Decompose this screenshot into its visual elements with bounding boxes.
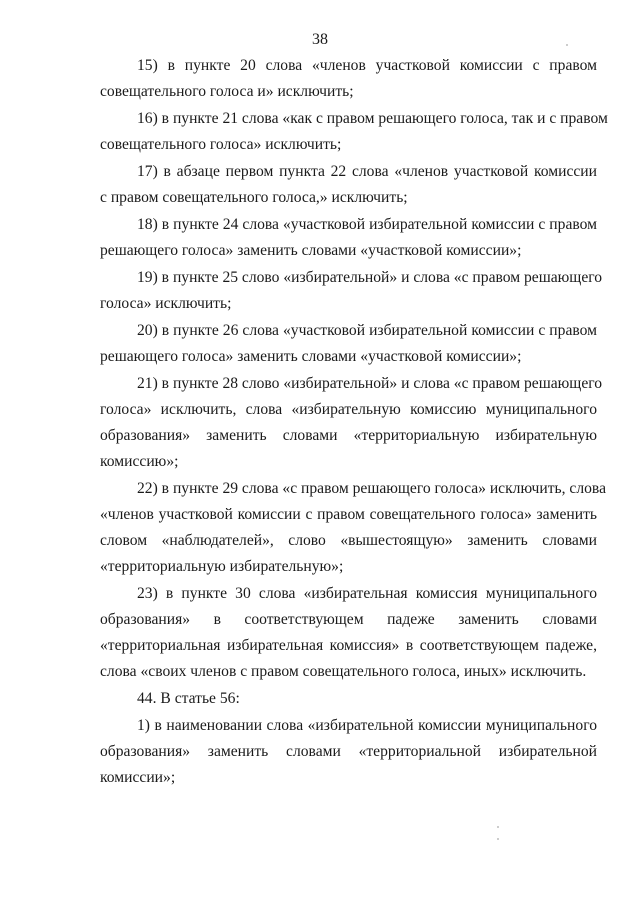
text-line: совещательного голоса и» исключить; [100, 83, 354, 100]
scan-speck [497, 838, 499, 840]
paragraph [100, 476, 606, 580]
text-line: с правом совещательного голоса,» исключить; [100, 189, 408, 206]
paragraph [100, 713, 597, 791]
text-line: словом «наблюдателей», слово «вышестоящую» заменить словами [100, 532, 597, 549]
text-line: 15) в пункте 20 слова «членов участковой комиссии с правом [137, 57, 597, 74]
text-line: решающего голоса» заменить словами «участковой комиссии»; [100, 242, 522, 259]
page-number: 38 [312, 31, 328, 48]
text-line: комиссию»; [100, 453, 179, 470]
text-line: голоса» исключить; [100, 295, 232, 312]
paragraph [100, 581, 597, 685]
text-line: «территориальная избирательная комиссия» в соответствующем падеже, [100, 637, 597, 654]
paragraph [100, 106, 608, 158]
text-line: комиссии»; [100, 769, 176, 786]
text-line: образования» в соответствующем падеже заменить словами [100, 611, 597, 628]
text-line: образования» заменить словами «территориальной избирательной [100, 743, 597, 760]
scan-speck [497, 826, 499, 828]
text-line: 44. В статье 56: [137, 690, 240, 707]
text-line: совещательного голоса» исключить; [100, 136, 342, 153]
text-line: образования» заменить словами «территориальную избирательную [100, 427, 597, 444]
text-line: 23) в пункте 30 слова «избирательная комиссия муниципального [137, 585, 597, 602]
paragraph [100, 53, 597, 105]
document-body [100, 53, 608, 792]
text-line: 1) в наименовании слова «избирательной комиссии муниципального [137, 717, 597, 734]
text-line: 18) в пункте 24 слова «участковой избирательной комиссии с правом [137, 216, 597, 233]
text-line: 17) в абзаце первом пункта 22 слова «членов участковой комиссии [137, 163, 597, 180]
paragraph [100, 318, 597, 370]
paragraph [100, 686, 597, 712]
paragraph [100, 371, 603, 475]
text-line: «членов участковой комиссии с правом совещательного голоса» заменить [100, 506, 597, 523]
text-line: 20) в пункте 26 слова «участковой избирательной комиссии с правом [137, 322, 597, 339]
text-line: слова «своих членов с правом совещательного голоса, иных» исключить. [100, 663, 587, 680]
scan-speck [566, 44, 568, 46]
text-line: 21) в пункте 28 слово «избирательной» и слова «с правом решающего [137, 375, 603, 392]
text-line: голоса» исключить, слова «избирательную комиссию муниципального [100, 401, 597, 418]
paragraph [100, 212, 597, 264]
text-line: 22) в пункте 29 слова «с правом решающего голоса» исключить, слова [137, 480, 606, 497]
paragraph [100, 159, 597, 211]
text-line: 16) в пункте 21 слова «как с правом решающего голоса, так и с правом [137, 110, 608, 127]
text-line: «территориальную избирательную»; [100, 558, 344, 575]
text-line: решающего голоса» заменить словами «участковой комиссии»; [100, 348, 522, 365]
text-line: 19) в пункте 25 слово «избирательной» и слова «с правом решающего [137, 269, 603, 286]
paragraph [100, 265, 603, 317]
